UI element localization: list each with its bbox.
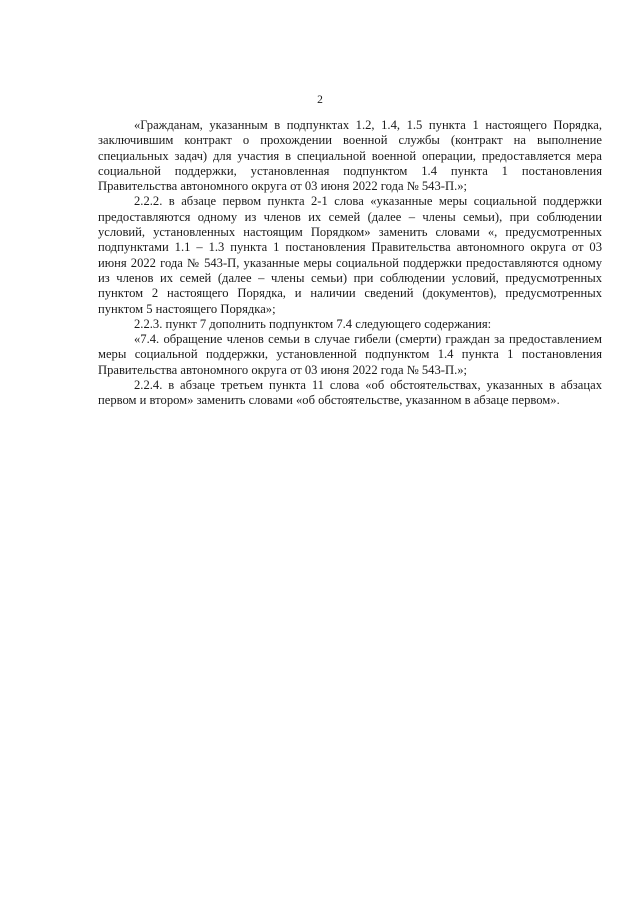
paragraph-quoted-provision: «Гражданам, указанным в подпунктах 1.2, 1.4, 1.5 пункта 1 настоящего Порядка, заключившим контракт о прохождении военной службы (контракт на выполнение специальных задач) для участия в специальной военной операции, предоставляется мера социальной поддержки, установленная подпунктом 1.4 пункта 1 постановления Правительства автономного округа от 03 июня 2022 года № 543-П.»; <box>98 118 602 194</box>
paragraph-2-2-4: 2.2.4. в абзаце третьем пункта 11 слова «об обстоятельствах, указанных в абзацах первом и втором» заменить словами «об обстоятельстве, указанном в абзаце первом». <box>98 378 602 408</box>
paragraph-2-2-2: 2.2.2. в абзаце первом пункта 2-1 слова «указанные меры социальной поддержки предоставляются одному из членов их семей (далее – члены семьи), при соблюдении условий, установленных настоящим Порядком» заменить словами «, предусмотренных подпунктами 1.1 – 1.3 пункта 1 постановления Правительства автономного округа от 03 июня 2022 года № 543-П, указанные меры социальной поддержки предоставляются одному из членов их семей (далее – члены семьи) при соблюдении условий, предусмотренных пунктом 2 настоящего Порядка, и наличии сведений (документов), предусмотренных пунктом 5 настоящего Порядка»; <box>98 194 602 316</box>
paragraph-2-2-3: 2.2.3. пункт 7 дополнить подпунктом 7.4 следующего содержания: <box>134 316 492 331</box>
page-number: 2 <box>317 94 323 106</box>
paragraph-7-4: «7.4. обращение членов семьи в случае гибели (смерти) граждан за предоставлением меры социальной поддержки, установленной подпунктом 1.4 пункта 1 постановления Правительства автономного округа от 03 июня 2022 года № 543-П.»; <box>98 332 602 377</box>
document-body <box>98 118 602 409</box>
